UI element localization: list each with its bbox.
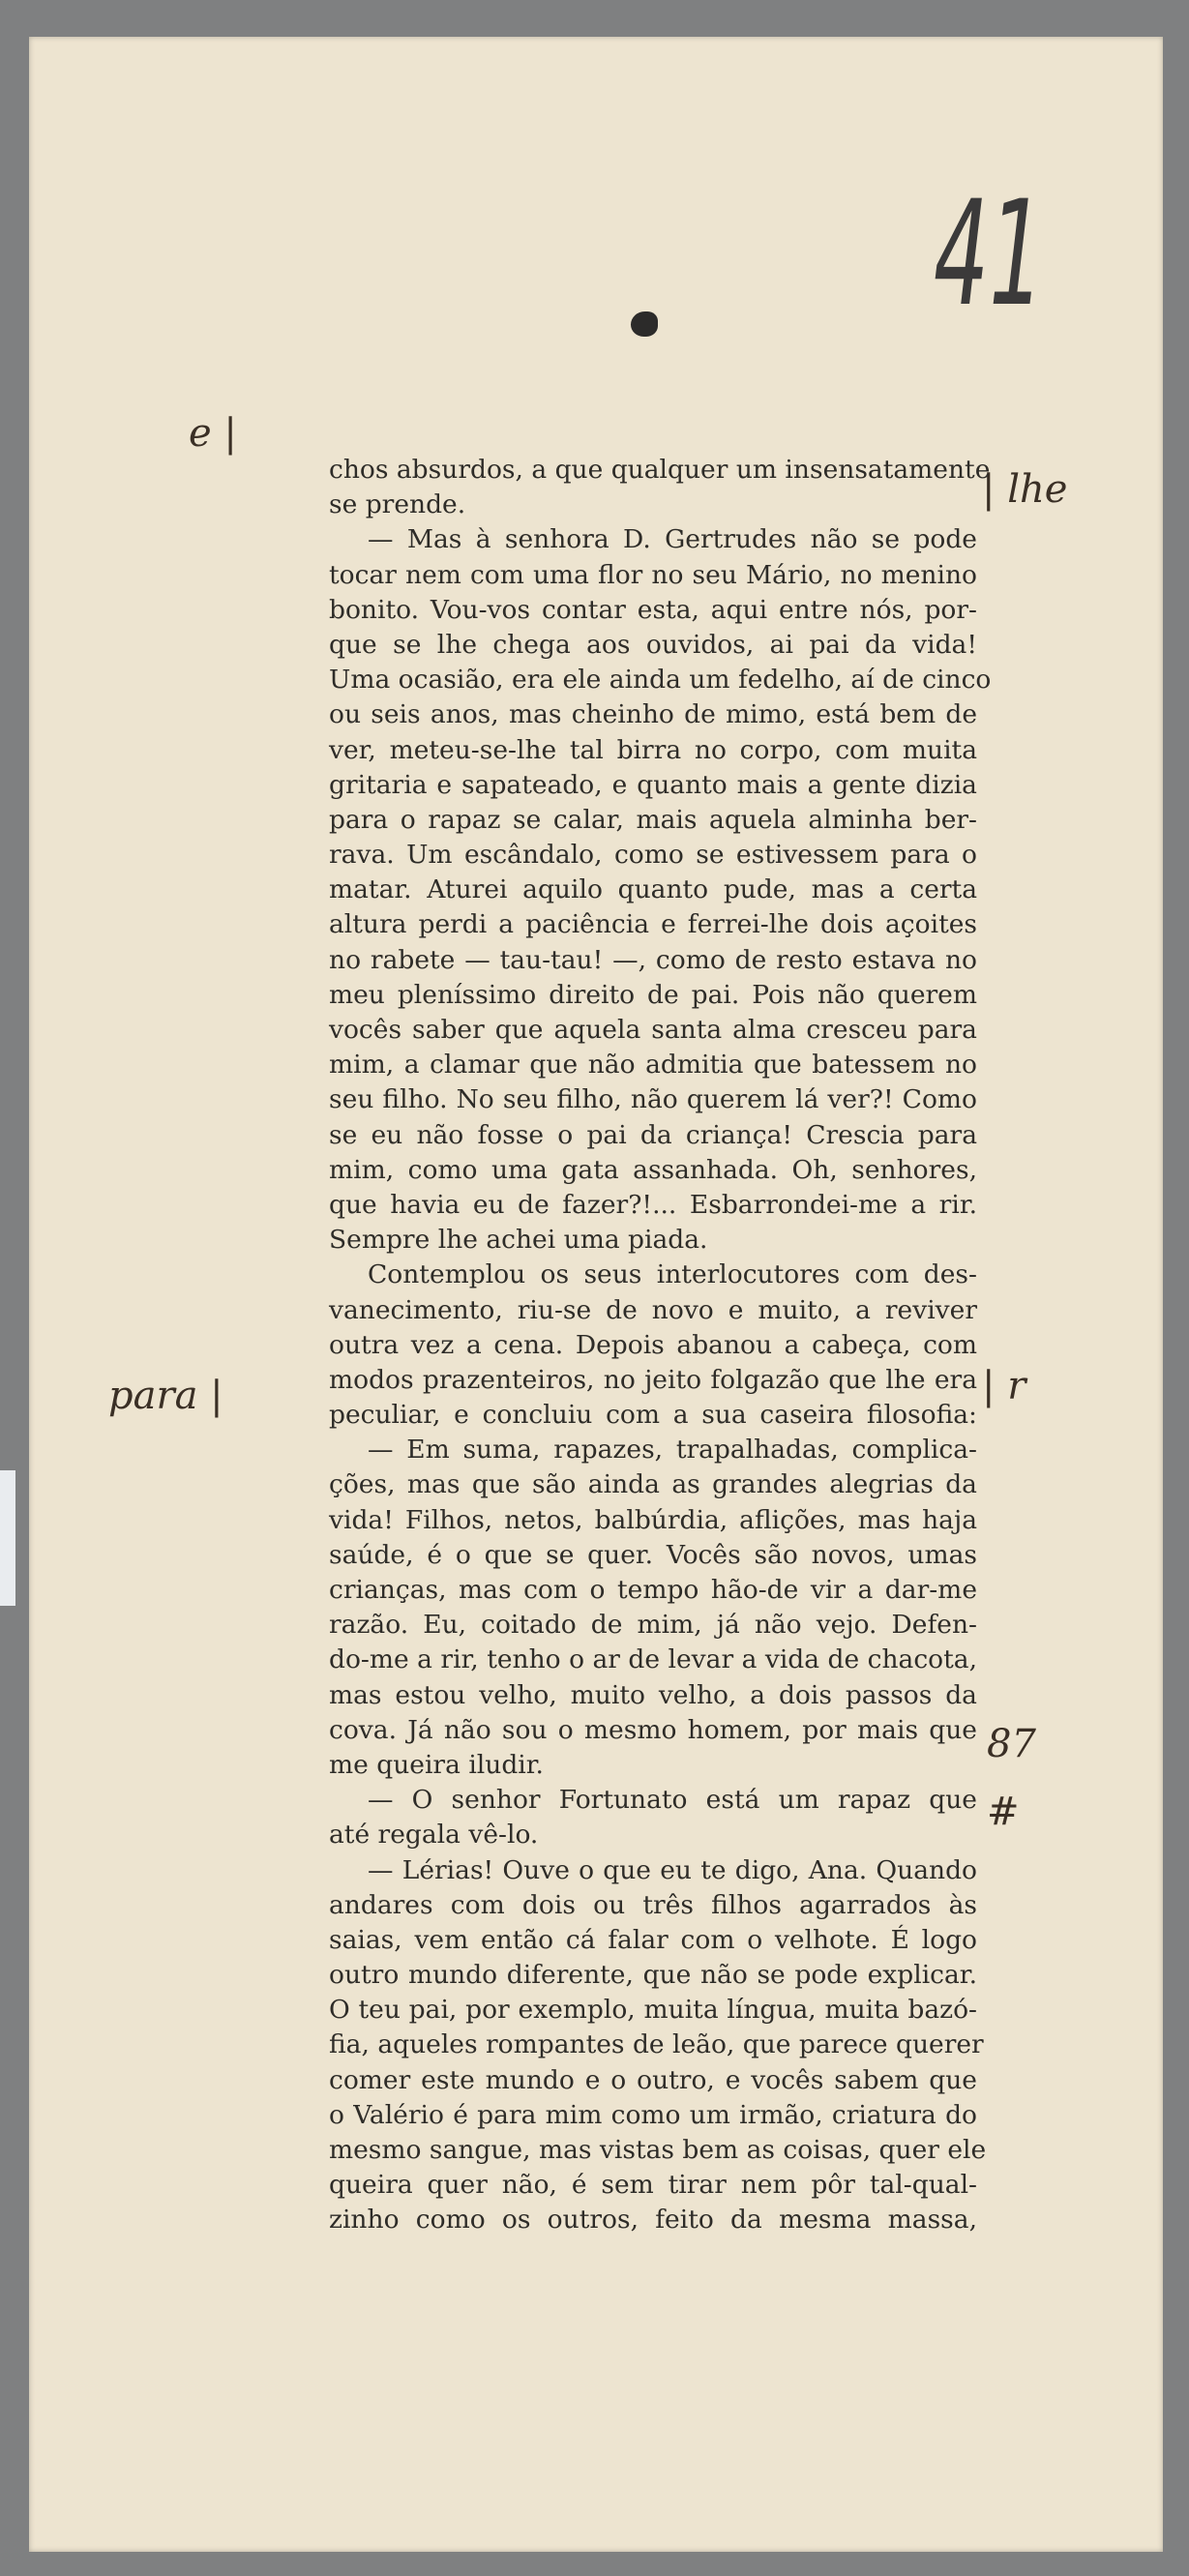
text-line: razão. Eu, coitado de mim, já não vejo. Defen- — [329, 1610, 977, 1641]
ink-blot — [631, 311, 658, 337]
text-line: ver, meteu-se-lhe tal birra no corpo, com muita — [329, 734, 977, 765]
text-line: para o rapaz se calar, mais aquela alminha ber- — [329, 804, 977, 835]
text-line: cova. Já não sou o mesmo homem, por mais que — [329, 1714, 977, 1745]
margin-note-right-2: | r — [982, 1364, 1026, 1408]
text-line: que se lhe chega aos ouvidos, ai pai da vida! — [329, 629, 977, 660]
text-line: chos absurdos, a que qualquer um insensatamente — [329, 455, 991, 485]
text-line: bonito. Vou-vos contar esta, aqui entre nós, por- — [329, 594, 977, 625]
margin-note-right-3: 87 — [987, 1722, 1036, 1766]
text-line: O teu pai, por exemplo, muita língua, muita bazó- — [329, 1995, 977, 2026]
text-line: outro mundo diferente, que não se pode explicar. — [329, 1960, 977, 1991]
text-line: me queira iludir. — [329, 1749, 544, 1780]
scan-edge-strip — [0, 1470, 15, 1606]
text-line: peculiar, e concluiu com a sua caseira filosofia: — [329, 1400, 977, 1431]
margin-note-right-1: | lhe — [982, 467, 1068, 512]
margin-note-left-1: e | — [189, 411, 237, 456]
text-line: mim, a clamar que não admitia que batessem no — [329, 1050, 977, 1081]
text-line: outra vez a cena. Depois abanou a cabeça, com — [329, 1329, 977, 1360]
text-line: — Lérias! Ouve o que eu te digo, Ana. Quando — [368, 1854, 977, 1885]
text-line: no rabete — tau-tau! —, como de resto estava no — [329, 944, 977, 975]
text-line: andares com dois ou três filhos agarrados às — [329, 1889, 977, 1920]
text-line: do-me a rir, tenho o ar de levar a vida de chacota, — [329, 1644, 977, 1675]
text-line: — Mas à senhora D. Gertrudes não se pode — [368, 524, 977, 555]
text-line: vanecimento, riu-se de novo e muito, a reviver — [329, 1294, 977, 1325]
margin-note-left-2: para | — [108, 1374, 223, 1418]
text-line: se prende. — [329, 489, 466, 520]
text-line: comer este mundo e o outro, e vocês sabem que — [329, 2064, 977, 2095]
text-line: saias, vem então cá falar com o velhote. É logo — [329, 1924, 977, 1955]
text-line: zinho como os outros, feito da mesma massa, — [329, 2205, 977, 2235]
text-line: vida! Filhos, netos, balbúrdia, aflições, mas haja — [329, 1504, 977, 1535]
text-line: ções, mas que são ainda as grandes alegrias da — [329, 1469, 977, 1500]
text-line: matar. Aturei aquilo quanto pude, mas a certa — [329, 874, 977, 905]
text-line: — O senhor Fortunato está um rapaz que — [368, 1785, 977, 1816]
text-line: tocar nem com uma flor no seu Mário, no menino — [329, 559, 977, 590]
text-line: que havia eu de fazer?!... Esbarrondei-me a rir. — [329, 1189, 977, 1220]
text-line: — Em suma, rapazes, trapalhadas, complica- — [368, 1435, 977, 1466]
text-line: crianças, mas com o tempo hão-de vir a dar-me — [329, 1575, 977, 1605]
text-line: saúde, é o que se quer. Vocês são novos, umas — [329, 1539, 977, 1570]
margin-note-right-4: # — [987, 1790, 1020, 1834]
text-line: o Valério é para mim como um irmão, criatura do — [329, 2099, 977, 2130]
text-line: mim, como uma gata assanhada. Oh, senhores, — [329, 1154, 977, 1185]
text-line: seu filho. No seu filho, não querem lá ver?! Como — [329, 1084, 977, 1115]
text-line: fia, aqueles rompantes de leão, que parece querer — [329, 2029, 984, 2060]
text-line: modos prazenteiros, no jeito folgazão que lhe era — [329, 1364, 977, 1395]
text-line: se eu não fosse o pai da criança! Crescia para — [329, 1119, 977, 1150]
text-line: Contemplou os seus interlocutores com des- — [368, 1259, 977, 1290]
text-line: rava. Um escândalo, como se estivessem para o — [329, 840, 977, 871]
text-line: mesmo sangue, mas vistas bem as coisas, quer ele — [329, 2135, 987, 2165]
text-line: gritaria e sapateado, e quanto mais a gente dizia — [329, 769, 977, 800]
handwritten-page-number: 41 — [934, 170, 1045, 339]
paper-sheet — [29, 37, 1163, 2552]
body-text — [329, 453, 992, 2238]
text-line: ou seis anos, mas cheinho de mimo, está bem de — [329, 699, 977, 730]
text-line: queira quer não, é sem tirar nem pôr tal-qual- — [329, 2170, 977, 2201]
text-line: até regala vê-lo. — [329, 1820, 539, 1851]
text-line: altura perdi a paciência e ferrei-lhe dois açoites — [329, 909, 977, 940]
text-line: Uma ocasião, era ele ainda um fedelho, aí de cinco — [329, 665, 992, 696]
text-line: mas estou velho, muito velho, a dois passos da — [329, 1679, 977, 1710]
text-line: meu pleníssimo direito de pai. Pois não querem — [329, 979, 977, 1010]
text-line: Sempre lhe achei uma piada. — [329, 1225, 708, 1256]
text-line: vocês saber que aquela santa alma cresceu para — [329, 1015, 977, 1045]
